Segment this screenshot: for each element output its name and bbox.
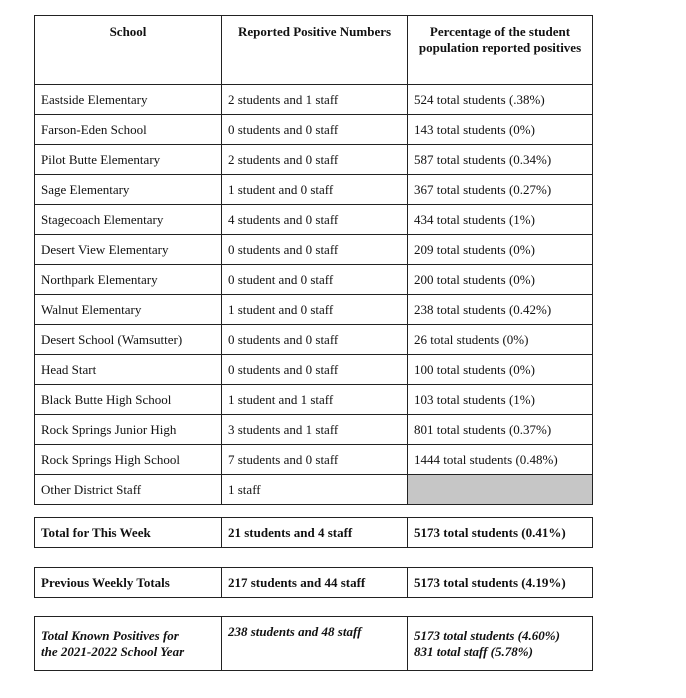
year-total-percentage-line2: 831 total staff (5.78%) bbox=[414, 643, 533, 659]
previous-total-label: Previous Weekly Totals bbox=[35, 568, 222, 598]
reported-cell: 0 student and 0 staff bbox=[222, 265, 408, 295]
previous-total-row bbox=[35, 568, 593, 598]
table-row bbox=[35, 265, 593, 295]
school-cell: Eastside Elementary bbox=[35, 85, 222, 115]
percentage-cell: 238 total students (0.42%) bbox=[408, 295, 593, 325]
school-cell: Northpark Elementary bbox=[35, 265, 222, 295]
table-row bbox=[35, 205, 593, 235]
week-total-label: Total for This Week bbox=[35, 518, 222, 548]
reported-cell: 2 students and 1 staff bbox=[222, 85, 408, 115]
year-total-reported: 238 students and 48 staff bbox=[222, 617, 408, 671]
table-row bbox=[35, 295, 593, 325]
table-row bbox=[35, 325, 593, 355]
reported-cell: 0 students and 0 staff bbox=[222, 235, 408, 265]
percentage-cell: 367 total students (0.27%) bbox=[408, 175, 593, 205]
year-total-percentage bbox=[408, 617, 593, 671]
percentage-cell: 26 total students (0%) bbox=[408, 325, 593, 355]
percentage-cell: 801 total students (0.37%) bbox=[408, 415, 593, 445]
percentage-cell: 100 total students (0%) bbox=[408, 355, 593, 385]
reported-cell: 1 staff bbox=[222, 475, 408, 505]
reported-cell: 0 students and 0 staff bbox=[222, 355, 408, 385]
school-cell: Sage Elementary bbox=[35, 175, 222, 205]
year-total-label bbox=[35, 617, 222, 671]
week-total-table bbox=[34, 517, 593, 548]
table-row bbox=[35, 235, 593, 265]
table-row bbox=[35, 385, 593, 415]
table-row bbox=[35, 115, 593, 145]
reported-cell: 0 students and 0 staff bbox=[222, 325, 408, 355]
week-total-row bbox=[35, 518, 593, 548]
year-total-percentage-line1: 5173 total students (4.60%) bbox=[414, 627, 560, 643]
reported-cell: 4 students and 0 staff bbox=[222, 205, 408, 235]
percentage-cell: 1444 total students (0.48%) bbox=[408, 445, 593, 475]
reported-cell: 0 students and 0 staff bbox=[222, 115, 408, 145]
school-cell: Walnut Elementary bbox=[35, 295, 222, 325]
previous-total-reported: 217 students and 44 staff bbox=[222, 568, 408, 598]
table-row bbox=[35, 175, 593, 205]
reported-cell: 2 students and 0 staff bbox=[222, 145, 408, 175]
reported-cell: 3 students and 1 staff bbox=[222, 415, 408, 445]
reported-cell: 1 student and 1 staff bbox=[222, 385, 408, 415]
table-row bbox=[35, 445, 593, 475]
empty-gray-cell bbox=[408, 475, 593, 505]
reported-cell: 1 student and 0 staff bbox=[222, 175, 408, 205]
percentage-cell: 103 total students (1%) bbox=[408, 385, 593, 415]
school-cell: Desert View Elementary bbox=[35, 235, 222, 265]
percentage-cell: 587 total students (0.34%) bbox=[408, 145, 593, 175]
week-total-percentage: 5173 total students (0.41%) bbox=[408, 518, 593, 548]
school-cell: Desert School (Wamsutter) bbox=[35, 325, 222, 355]
year-total-label-line1: Total Known Positives for bbox=[41, 627, 179, 643]
table-row bbox=[35, 475, 593, 505]
percentage-cell: 434 total students (1%) bbox=[408, 205, 593, 235]
school-cell: Stagecoach Elementary bbox=[35, 205, 222, 235]
header-row bbox=[35, 16, 593, 85]
previous-total-table bbox=[34, 567, 593, 598]
table-row bbox=[35, 145, 593, 175]
year-total-row bbox=[35, 617, 593, 671]
reported-cell: 1 student and 0 staff bbox=[222, 295, 408, 325]
percentage-cell: 200 total students (0%) bbox=[408, 265, 593, 295]
positives-table bbox=[34, 15, 593, 505]
previous-total-percentage: 5173 total students (4.19%) bbox=[408, 568, 593, 598]
table-row bbox=[35, 415, 593, 445]
school-cell: Rock Springs High School bbox=[35, 445, 222, 475]
header-school: School bbox=[35, 16, 222, 85]
year-total-table bbox=[34, 616, 593, 671]
year-total-label-line2: the 2021-2022 School Year bbox=[41, 643, 185, 659]
percentage-cell: 143 total students (0%) bbox=[408, 115, 593, 145]
school-cell: Pilot Butte Elementary bbox=[35, 145, 222, 175]
header-reported: Reported Positive Numbers bbox=[222, 16, 408, 85]
table-row bbox=[35, 85, 593, 115]
header-percentage: Percentage of the student population reported positives bbox=[408, 16, 593, 85]
school-cell: Rock Springs Junior High bbox=[35, 415, 222, 445]
school-cell: Farson-Eden School bbox=[35, 115, 222, 145]
school-cell: Black Butte High School bbox=[35, 385, 222, 415]
school-cell: Other District Staff bbox=[35, 475, 222, 505]
school-cell: Head Start bbox=[35, 355, 222, 385]
week-total-reported: 21 students and 4 staff bbox=[222, 518, 408, 548]
percentage-cell: 209 total students (0%) bbox=[408, 235, 593, 265]
reported-cell: 7 students and 0 staff bbox=[222, 445, 408, 475]
table-row bbox=[35, 355, 593, 385]
percentage-cell: 524 total students (.38%) bbox=[408, 85, 593, 115]
